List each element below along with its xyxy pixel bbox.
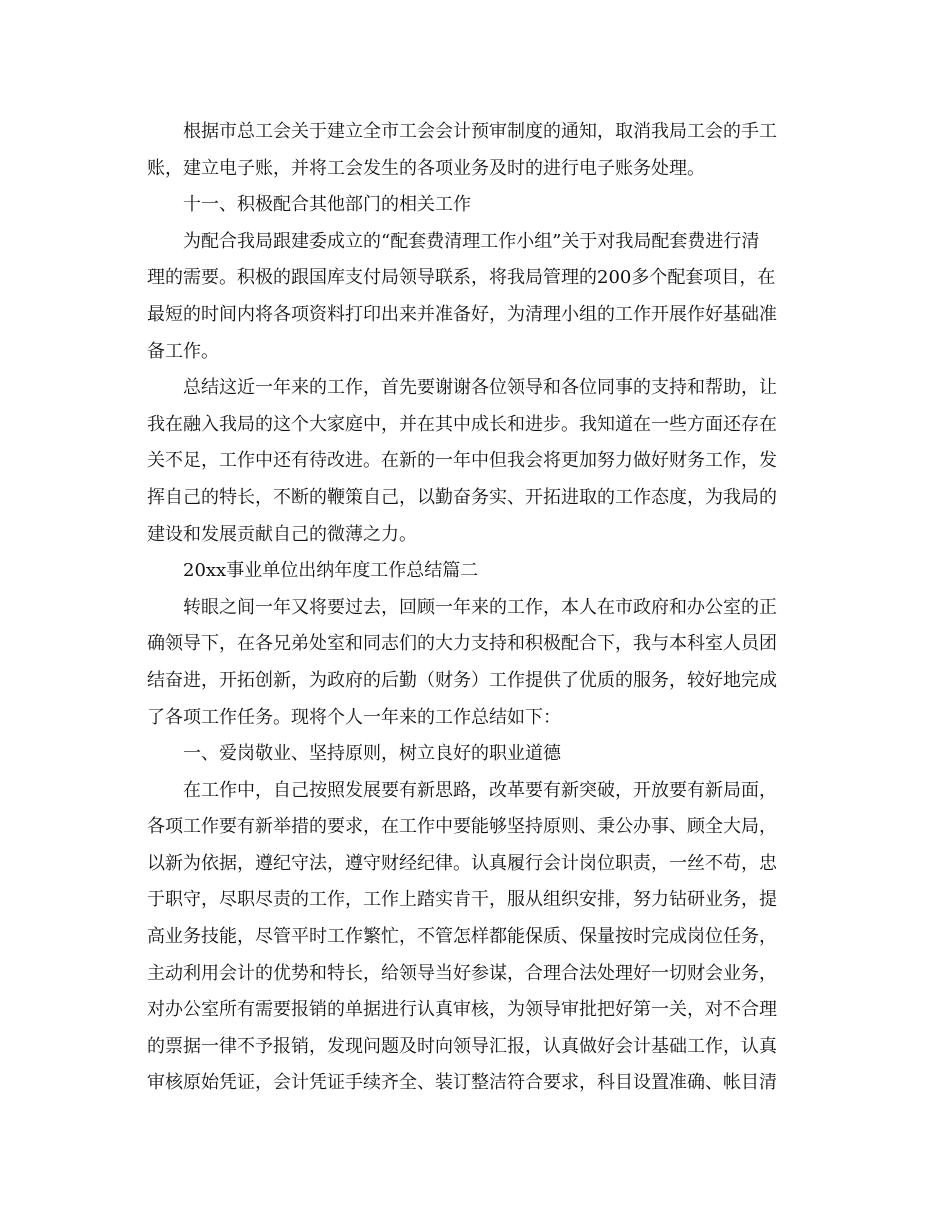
text-line: 理的需要。积极的跟国库支付局领导联系，将我局管理的200多个配套项目，在 bbox=[147, 267, 776, 289]
text-line: 挥自己的特长，不断的鞭策自己，以勤奋务实、开拓进取的工作态度，为我局的 bbox=[147, 486, 777, 508]
text-line: 高业务技能，尽管平时工作繁忙，不管怎样都能保质、保量按时完成岗位任务， bbox=[147, 926, 777, 948]
text-line: 20xx事业单位出纳年度工作总结篇二 bbox=[183, 560, 479, 582]
text-line: 审核原始凭证，会计凭证手续齐全、装订整洁符合要求，科目设置准确、帐目清 bbox=[147, 1072, 777, 1094]
text-line: 我在融入我局的这个大家庭中，并在其中成长和进步。我知道在一些方面还存在 bbox=[147, 413, 777, 435]
text-line: 确领导下，在各兄弟处室和同志们的大力支持和积极配合下，我与本科室人员团 bbox=[147, 633, 777, 655]
text-line: 转眼之间一年又将要过去，回顾一年来的工作，本人在市政府和办公室的正 bbox=[183, 596, 777, 618]
text-line: 最短的时间内将各项资料打印出来并准备好，为清理小组的工作开展作好基础准 bbox=[147, 303, 777, 325]
text-line: 了各项工作任务。现将个人一年来的工作总结如下： bbox=[147, 706, 561, 728]
text-line: 的票据一律不予报销，发现问题及时向领导汇报，认真做好会计基础工作，认真 bbox=[147, 1035, 777, 1057]
text-line: 一、爱岗敬业、坚持原则，树立良好的职业道德 bbox=[183, 743, 561, 765]
text-line: 对办公室所有需要报销的单据进行认真审核，为领导审批把好第一关，对不合理 bbox=[147, 999, 777, 1021]
text-line: 为配合我局跟建委成立的“配套费清理工作小组”关于对我局配套费进行清 bbox=[183, 230, 760, 252]
text-line: 总结这近一年来的工作，首先要谢谢各位领导和各位同事的支持和帮助，让 bbox=[183, 377, 777, 399]
text-line: 根据市总工会关于建立全市工会会计预审制度的通知，取消我局工会的手工 bbox=[183, 121, 777, 142]
text-line: 关不足，工作中还有待改进。在新的一年中但我会将更加努力做好财务工作，发 bbox=[147, 450, 777, 472]
text-line: 账，建立电子账，并将工会发生的各项业务及时的进行电子账务处理。 bbox=[147, 157, 705, 179]
text-line: 建设和发展贡献自己的微薄之力。 bbox=[147, 523, 417, 545]
text-line: 主动利用会计的优势和特长，给领导当好参谋，合理合法处理好一切财会业务， bbox=[147, 962, 777, 984]
text-line: 于职守，尽职尽责的工作，工作上踏实肯干，服从组织安排，努力钻研业务，提 bbox=[147, 889, 777, 911]
text-line: 在工作中，自己按照发展要有新思路，改革要有新突破，开放要有新局面， bbox=[183, 779, 777, 801]
text-line: 结奋进，开拓创新，为政府的后勤（财务）工作提供了优质的服务，较好地完成 bbox=[147, 669, 777, 691]
text-line: 各项工作要有新举措的要求，在工作中要能够坚持原则、秉公办事、顾全大局， bbox=[147, 816, 777, 838]
text-line: 备工作。 bbox=[147, 340, 219, 362]
text-line: 以新为依据，遵纪守法，遵守财经纪律。认真履行会计岗位职责，一丝不苟，忠 bbox=[147, 852, 777, 874]
document-page bbox=[147, 114, 802, 1102]
text-line: 十一、积极配合其他部门的相关工作 bbox=[183, 194, 471, 216]
